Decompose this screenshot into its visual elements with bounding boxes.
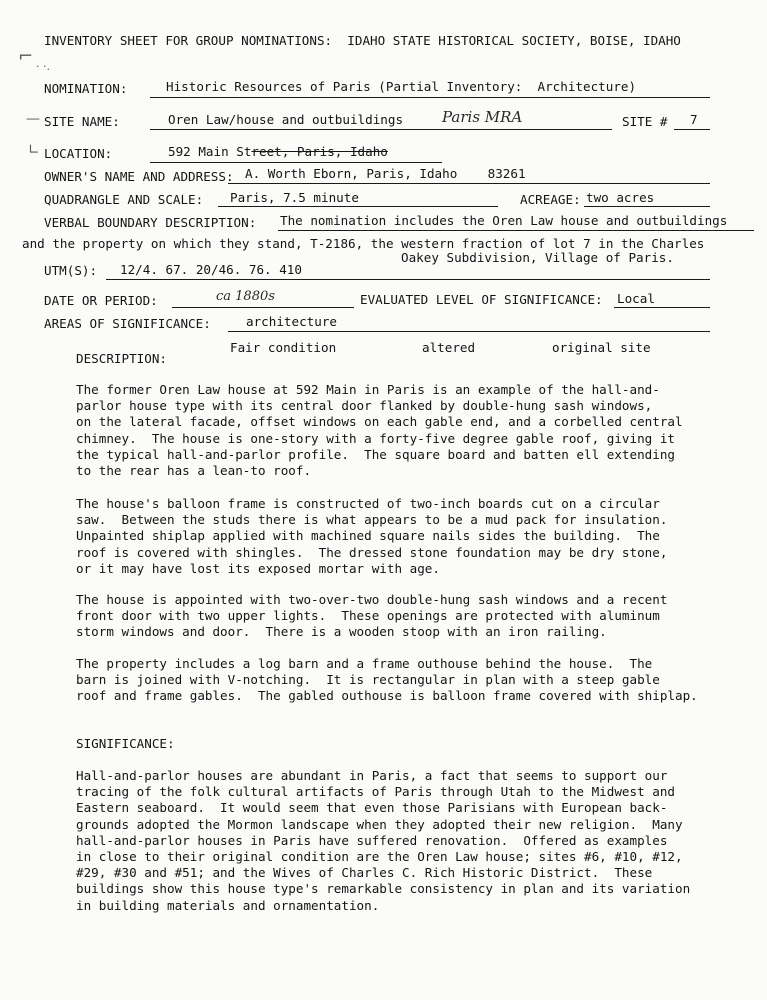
utm-label: UTM(S): <box>44 263 98 278</box>
nomination-value: Historic Resources of Paris (Partial Inventory: Architecture) <box>166 79 637 94</box>
areas-underline <box>228 331 710 332</box>
location-label: LOCATION: <box>44 146 113 161</box>
significance-level-label: EVALUATED LEVEL OF SIGNIFICANCE: <box>360 292 603 307</box>
site-number-label: SITE # <box>622 114 668 129</box>
boundary-line-3: Oakey Subdivision, Village of Paris. <box>401 250 674 265</box>
description-heading: DESCRIPTION: <box>76 351 167 366</box>
form-title: INVENTORY SHEET FOR GROUP NOMINATIONS: IDAHO STATE HISTORICAL SOCIETY, BOISE, IDAHO <box>44 33 681 48</box>
significance-paragraph-1: Hall-and-parlor houses are abundant in Paris, a fact that seems to support our tracing of the folk cultural artifacts of Paris through Utah to the Midwest and Eastern seaboard. It would seem that even those Parisians with European back- grounds adopted the Mormon landscape when they adopted their new religion. Many hall-and-parlor houses in Paris have suffered renovation. Offered as examples in close to their original condition are the Oren Law house; sites #6, #10, #12, #29, #30 and #51; and the Wives of Charles C. Rich Historic District. These buildings show this house type's remarkable consistency in plan and its variation in building materials and ornamentation. <box>76 768 691 913</box>
boundary-line-2: and the property on which they stand, T-2186, the western fraction of lot 7 in the Charles <box>22 236 705 251</box>
description-paragraph-2: The house's balloon frame is constructed of two-inch boards cut on a circular saw. Between the studs there is what appears to be a mud pack for insulation. Unpainted shiplap applied with machined square nails sides the building. The roof is covered with shingles. The dressed stone foundation may be dry stone, or it may have lost its exposed mortar with age. <box>76 496 668 576</box>
quadrangle-underline <box>218 206 498 207</box>
boundary-underline-1 <box>278 230 754 231</box>
owner-label: OWNER'S NAME AND ADDRESS: <box>44 169 234 184</box>
acreage-label: ACREAGE: <box>520 192 581 207</box>
location-plain: 592 Main St <box>168 144 252 159</box>
margin-tick-mark: ⌐ <box>18 46 34 67</box>
location-underline <box>150 162 442 163</box>
site-name-label: SITE NAME: <box>44 114 120 129</box>
condition-original-site: original site <box>552 340 651 355</box>
check-mark: — <box>26 111 40 127</box>
location-struck: reet, Paris, Idaho <box>251 144 388 159</box>
site-name-handwritten: Paris MRA <box>442 108 523 126</box>
owner-value: A. Worth Eborn, Paris, Idaho 83261 <box>245 166 526 181</box>
date-label: DATE OR PERIOD: <box>44 293 158 308</box>
description-paragraph-4: The property includes a log barn and a frame outhouse behind the house. The barn is joined with V-notching. It is rectangular in plan with a steep gable roof and frame gables. The gabled outhouse is balloon frame covered with shiplap. <box>76 656 698 704</box>
description-paragraph-1: The former Oren Law house at 592 Main in Paris is an example of the hall-and- parlor house type with its central door flanked by double-hung sash windows, on the lateral facade, offset windows on each gable end, and a corbelled central chimney. The house is one-story with a forty-five degree gable roof, giving it the typical hall-and-parlor profile. The square board and batten ell extending to the rear has a lean-to roof. <box>76 382 683 479</box>
location-value <box>168 144 388 160</box>
significance-heading: SIGNIFICANCE: <box>76 736 175 751</box>
nomination-label: NOMINATION: <box>44 81 128 96</box>
acreage-underline <box>584 206 710 207</box>
description-paragraph-3: The house is appointed with two-over-two double-hung sash windows and a recent front door with two upper lights. These openings are protected with aluminum storm windows and door. There is a wooden stoop with an iron railing. <box>76 592 668 640</box>
boundary-line-1: The nomination includes the Oren Law house and outbuildings <box>280 213 728 228</box>
site-number-underline <box>674 129 710 130</box>
quadrangle-label: QUADRANGLE AND SCALE: <box>44 192 204 207</box>
site-name-value: Oren Law/house and outbuildings <box>168 112 404 127</box>
margin-dots-mark: · ·. <box>36 60 50 73</box>
owner-underline <box>228 183 710 184</box>
site-number-value: 7 <box>690 112 698 127</box>
site-name-underline <box>150 129 612 130</box>
nomination-underline <box>150 97 710 98</box>
condition-altered: altered <box>422 340 476 355</box>
significance-level-value: Local <box>617 291 655 306</box>
acreage-value: two acres <box>586 190 655 205</box>
check-mark: ∟ <box>28 142 40 158</box>
condition-fair: Fair condition <box>230 340 337 355</box>
utm-underline <box>106 279 710 280</box>
areas-label: AREAS OF SIGNIFICANCE: <box>44 316 211 331</box>
significance-level-underline <box>614 307 710 308</box>
date-handwritten: ca 1880s <box>216 289 275 304</box>
date-underline <box>172 307 354 308</box>
utm-value: 12/4. 67. 20/46. 76. 410 <box>120 262 302 277</box>
areas-value: architecture <box>246 314 337 329</box>
quadrangle-value: Paris, 7.5 minute <box>230 190 359 205</box>
boundary-label: VERBAL BOUNDARY DESCRIPTION: <box>44 215 257 230</box>
